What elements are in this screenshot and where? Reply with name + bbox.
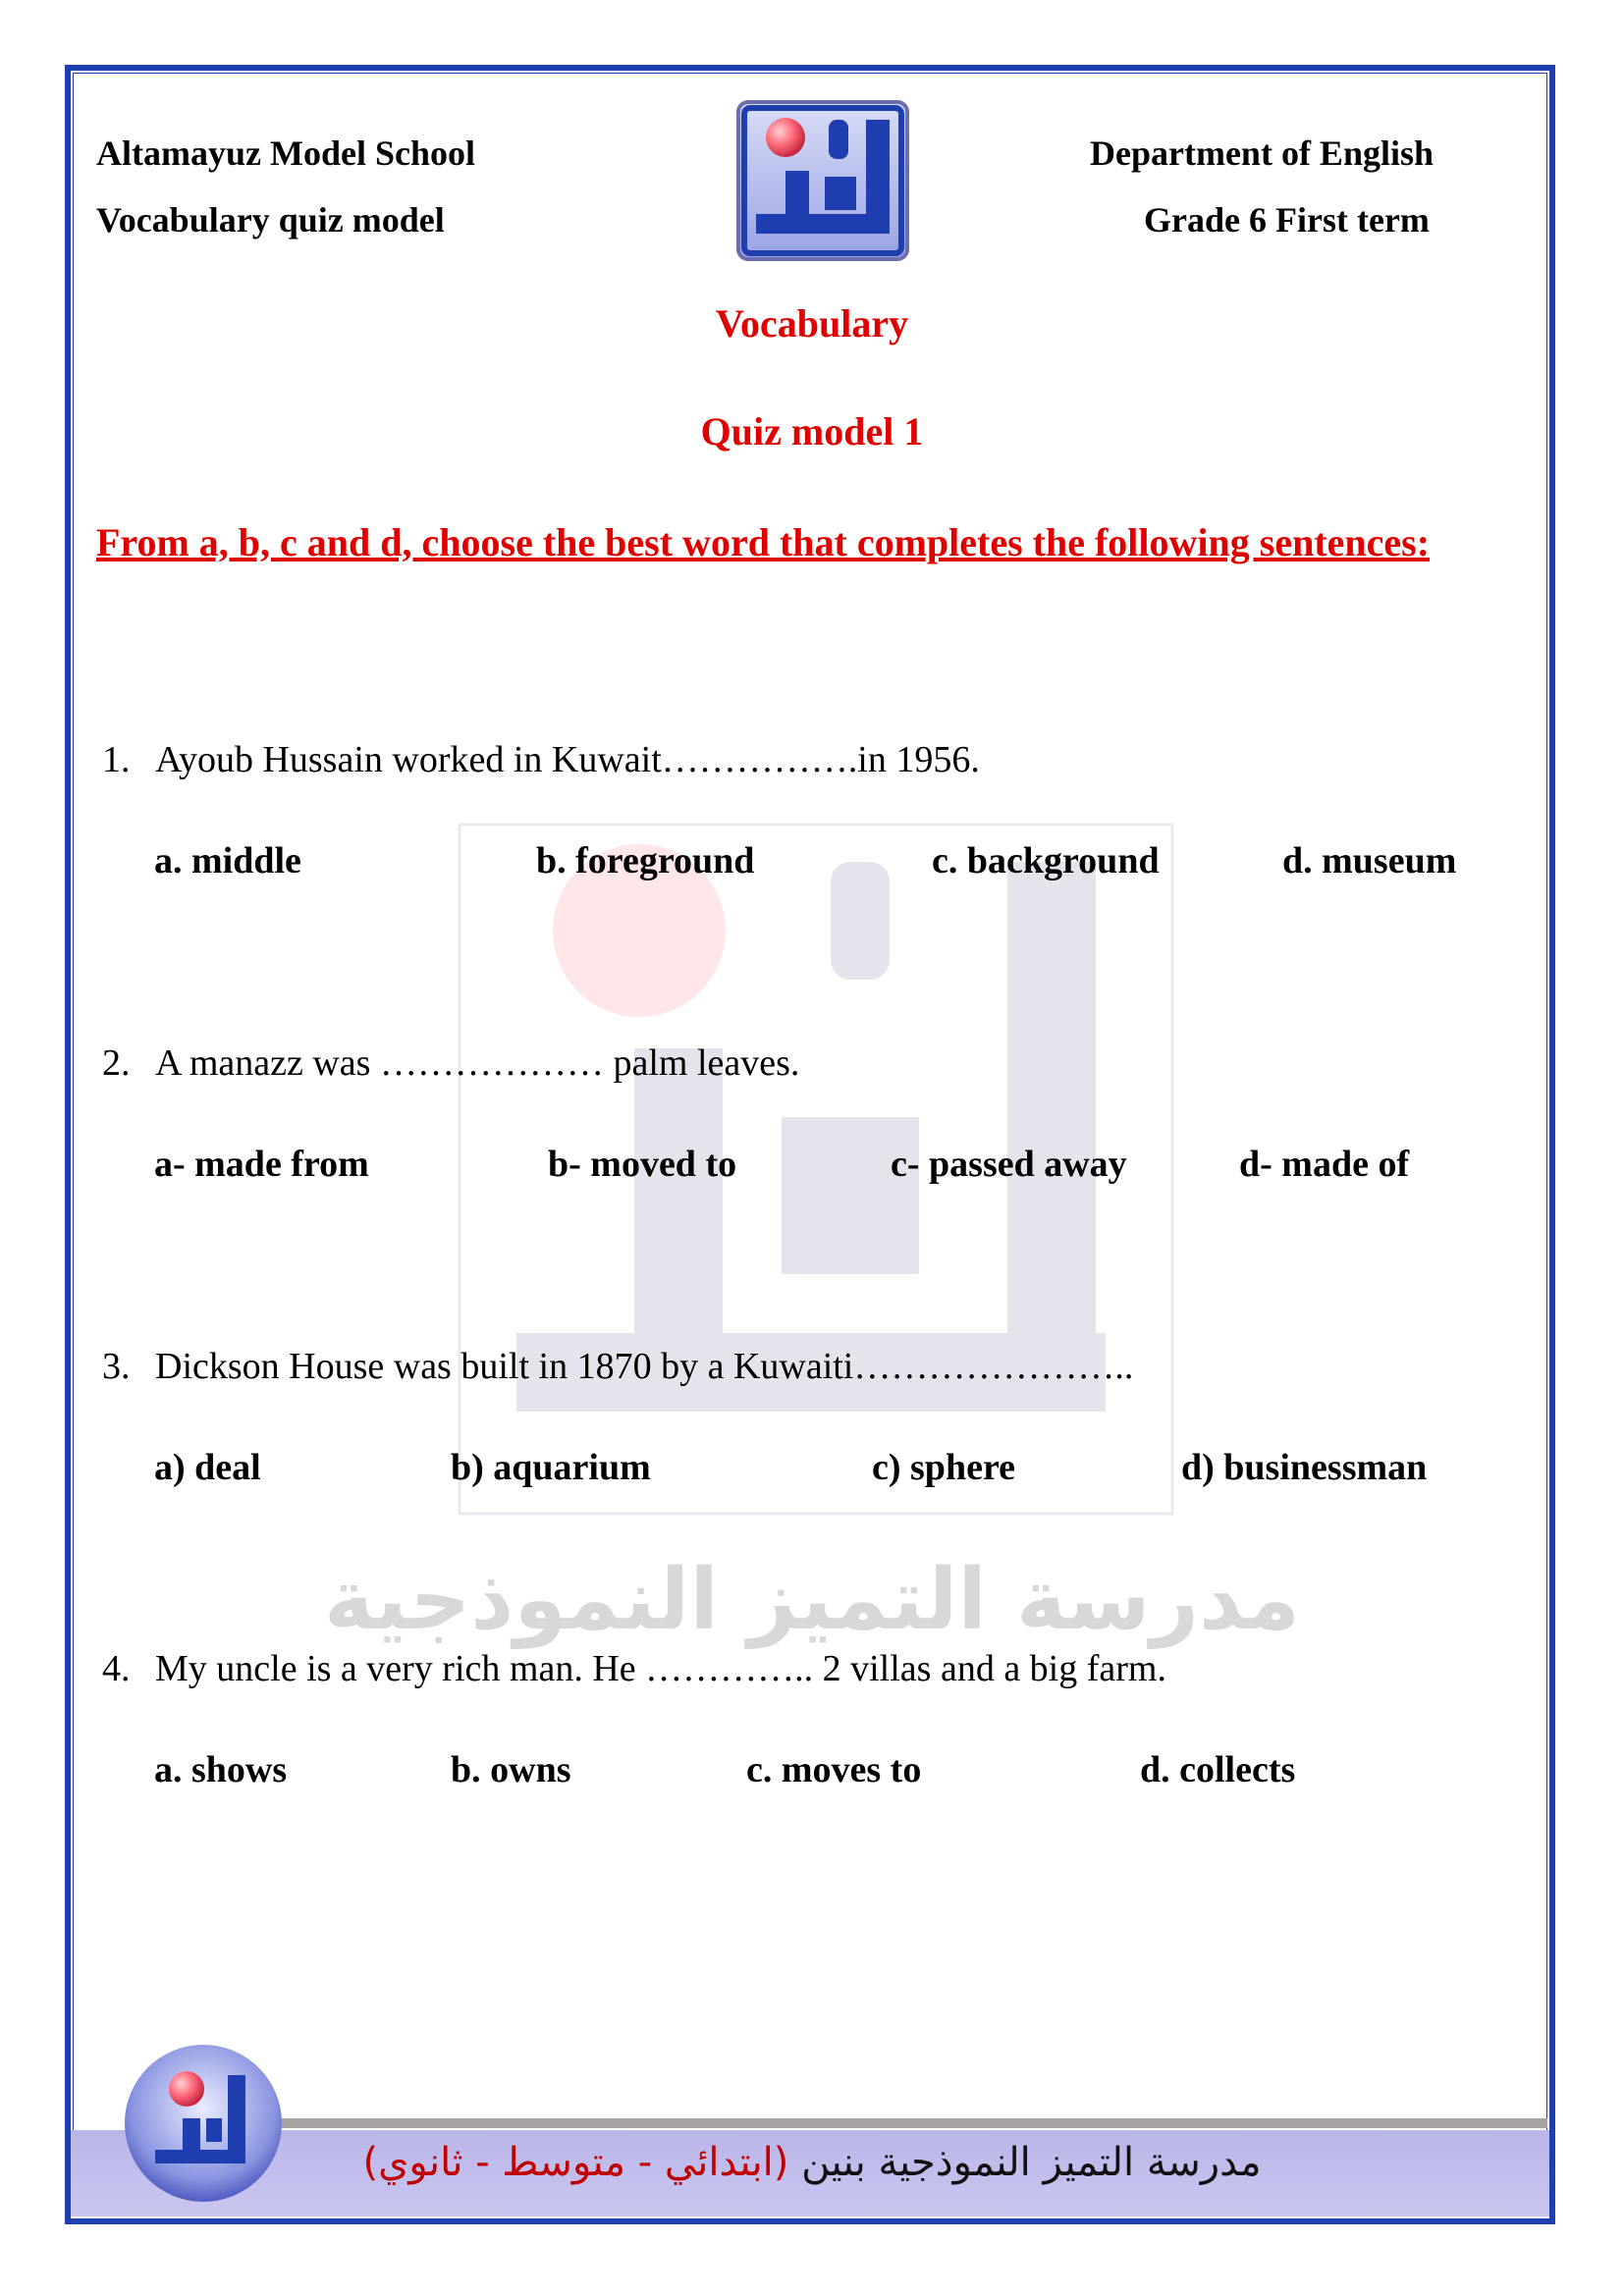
question-3 [102,1345,1133,1388]
question-number: 1. [102,739,131,780]
grade: Grade 6 First term [1144,200,1430,240]
question-number: 4. [102,1648,131,1689]
option-a: a. middle [154,840,301,881]
option-c: c. moves to [746,1749,922,1790]
option-c: c) sphere [872,1447,1015,1488]
option-a: a. shows [154,1749,288,1790]
option-d: d. collects [1140,1749,1296,1790]
question-text: My uncle is a very rich man. He ………….. 2 villas and a big farm. [155,1648,1166,1689]
option-b: b) aquarium [451,1447,651,1488]
instructions: From a, b, c and d, choose the best word that completes the following sentences: [96,520,1431,564]
question-2 [102,1041,799,1085]
page-subtitle: Quiz model 1 [700,409,924,454]
school-name: Altamayuz Model School [96,133,475,173]
question-text: Ayoub Hussain worked in Kuwait…………….in 1956. [155,739,980,780]
option-c: c- passed away [891,1144,1127,1185]
question-text: A manazz was ……………… palm leaves. [155,1042,800,1084]
page-title: Vocabulary [715,301,909,346]
question-number: 2. [102,1042,131,1084]
question-1 [102,738,980,781]
footer-levels: (ابتدائي - متوسط - ثانوي) [362,2140,789,2185]
question-text: Dickson House was built in 1870 by a Kuwaiti………………….. [155,1346,1134,1387]
department: Department of English [1090,133,1434,173]
watermark-text: مدرسة التميز النموذجية [324,1551,1300,1649]
option-a: a) deal [154,1447,261,1488]
footer-school-name: مدرسة التميز النموذجية بنين [801,2140,1262,2185]
option-d: d) businessman [1181,1447,1428,1488]
option-b: b. foreground [536,840,755,881]
option-a: a- made from [154,1144,369,1185]
question-number: 3. [102,1346,131,1387]
school-logo-icon [734,98,911,263]
question-4 [102,1647,1166,1690]
footer-divider [245,2118,1547,2128]
option-c: c. background [932,840,1160,881]
option-b: b- moved to [548,1144,737,1185]
footer-logo-icon [122,2042,285,2205]
option-d: d. museum [1282,840,1457,881]
option-b: b. owns [451,1749,571,1790]
option-d: d- made of [1239,1144,1410,1185]
quiz-type: Vocabulary quiz model [96,200,445,240]
